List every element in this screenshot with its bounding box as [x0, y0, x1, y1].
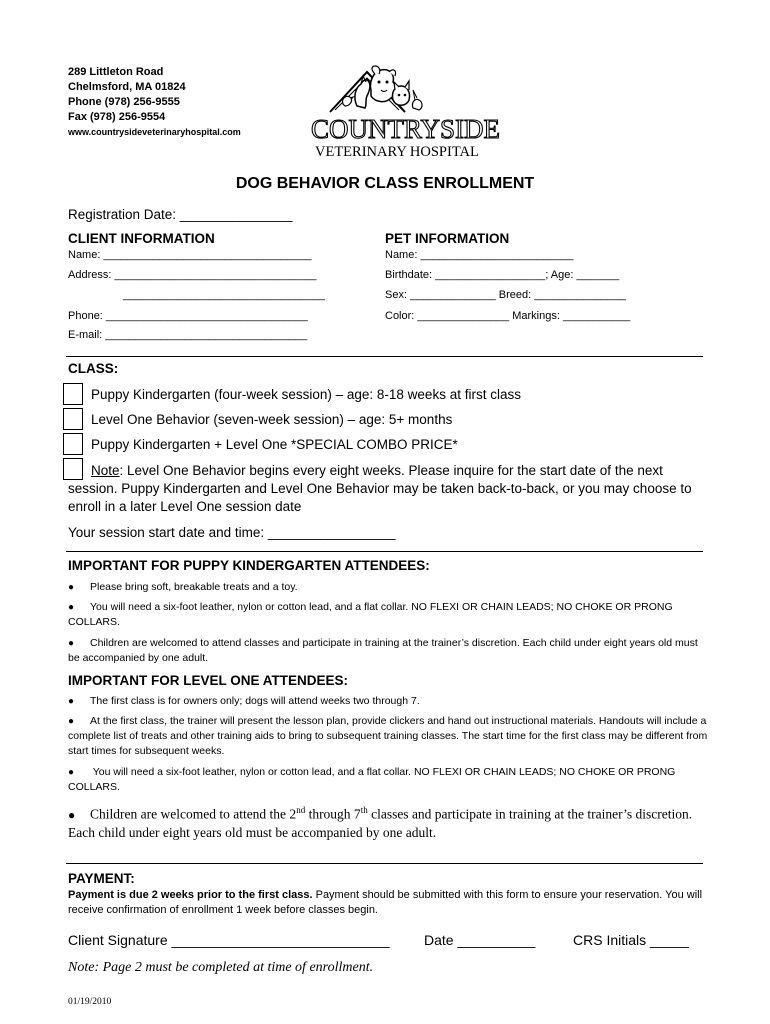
client-address-field[interactable]: Address: _________________________________: [68, 269, 317, 281]
list-item: ● At the first class, the trainer will present the lesson plan, provide clickers and hand out instructional materials. Handouts will include a complete list of treats and other training aids to bring to subsequent training classes. The start time for the first class may be different from start times for subsequent weeks.: [68, 715, 708, 757]
option-level-one: Level One Behavior (seven-week session) – age: 5+ months: [91, 412, 453, 427]
signature-date-field[interactable]: Date __________: [424, 932, 536, 948]
client-signature-field[interactable]: Client Signature ____________________________: [68, 932, 390, 948]
divider: [66, 863, 703, 864]
option-puppy-kindergarten: Puppy Kindergarten (four-week session) – age: 8-18 weeks at first class: [91, 387, 521, 402]
list-item: ● The first class is for owners only; dogs will attend weeks two through 7.: [68, 695, 420, 707]
address-line-2: Chelmsford, MA 01824: [68, 81, 186, 93]
list-item: ● You will need a six-foot leather, nylon or cotton lead, and a flat collar. NO FLEXI OR CHAIN LEADS; NO CHOKE OR PRONG COLLARS.: [68, 766, 676, 793]
phone-number: Phone (978) 256-9555: [68, 96, 180, 108]
note-label: Note: [91, 463, 120, 478]
pet-info-heading: PET INFORMATION: [385, 231, 510, 246]
option-combo: Puppy Kindergarten + Level One *SPECIAL COMBO PRICE*: [91, 437, 458, 452]
class-note: [68, 462, 708, 516]
note-text: : Level One Behavior begins every eight weeks. Please inquire for the start date of the next session. Puppy Kindergarten and Level One Behavior may be taken back-to-back, or you may choose to enroll in a later Level One session date: [68, 463, 692, 514]
list-item: ● You will need a six-foot leather, nylon or cotton lead, and a flat collar. NO FLEXI OR CHAIN LEADS; NO CHOKE OR PRONG COLLARS.: [68, 601, 673, 628]
level-one-heading: IMPORTANT FOR LEVEL ONE ATTENDEES:: [68, 673, 349, 688]
clinic-logo: [305, 60, 501, 160]
pet-color-markings-field[interactable]: Color: _______________ Markings: ___________: [385, 310, 631, 322]
checkbox-level-one[interactable]: [63, 408, 83, 430]
crs-initials-field[interactable]: CRS Initials _____: [573, 932, 689, 948]
fax-number: Fax (978) 256-9554: [68, 111, 166, 123]
registration-date-field[interactable]: Registration Date: _______________: [68, 207, 293, 222]
checkbox-combo[interactable]: [63, 433, 83, 455]
website-link[interactable]: www.countrysideveterinaryhospital.com: [68, 127, 241, 137]
logo-subtitle: VETERINARY HOSPITAL: [315, 144, 479, 160]
divider: [66, 356, 703, 357]
checkbox-puppy-kindergarten[interactable]: [63, 383, 83, 405]
form-revision-date: 01/19/2010: [68, 997, 112, 1007]
divider: [66, 551, 703, 552]
animals-logo-icon: [305, 60, 501, 160]
client-address-line2-field[interactable]: _________________________________: [123, 289, 325, 301]
address-line-1: 289 Littleton Road: [68, 66, 164, 78]
pet-sex-breed-field[interactable]: Sex: ______________ Breed: _______________: [385, 289, 627, 301]
client-email-field[interactable]: E-mail: _________________________________: [68, 329, 308, 341]
payment-detail-text: Payment should be submitted with this form to ensure your reservation. You will receive confirmation of enrollment 1 week before classes begin.: [68, 889, 703, 916]
logo-wordmark: COUNTRYSIDE: [311, 114, 501, 144]
client-info-heading: CLIENT INFORMATION: [68, 231, 215, 246]
payment-heading: PAYMENT:: [68, 871, 135, 886]
class-heading: CLASS:: [68, 361, 119, 376]
list-item: ● Please bring soft, breakable treats and a toy.: [68, 581, 298, 593]
client-name-field[interactable]: Name: __________________________________: [68, 249, 312, 261]
form-title: DOG BEHAVIOR CLASS ENROLLMENT: [235, 175, 535, 192]
page-two-note: Note: Page 2 must be completed at time of enrollment.: [68, 960, 374, 975]
puppy-heading: IMPORTANT FOR PUPPY KINDERGARTEN ATTENDEES:: [68, 558, 430, 573]
payment-due-text: Payment is due 2 weeks prior to the first class.: [68, 889, 313, 901]
clinic-address: [68, 65, 241, 140]
list-item: ● Children are welcomed to attend the 2nd through 7th classes and participate in training at the trainer’s discretion. Each child under eight years old must be accompanied by one adult.: [68, 805, 693, 840]
client-phone-field[interactable]: Phone: _________________________________: [68, 310, 308, 322]
payment-text: [68, 888, 708, 918]
pet-name-field[interactable]: Name: _________________________: [385, 249, 574, 261]
pet-birthdate-age-field[interactable]: Birthdate: __________________; Age: _______: [385, 269, 620, 281]
session-start-field[interactable]: Your session start date and time: _________________: [68, 525, 396, 540]
list-item: ● Children are welcomed to attend classes and participate in training at the trainer’s discretion. Each child under eight years old must be accompanied by one adult.: [68, 637, 698, 664]
